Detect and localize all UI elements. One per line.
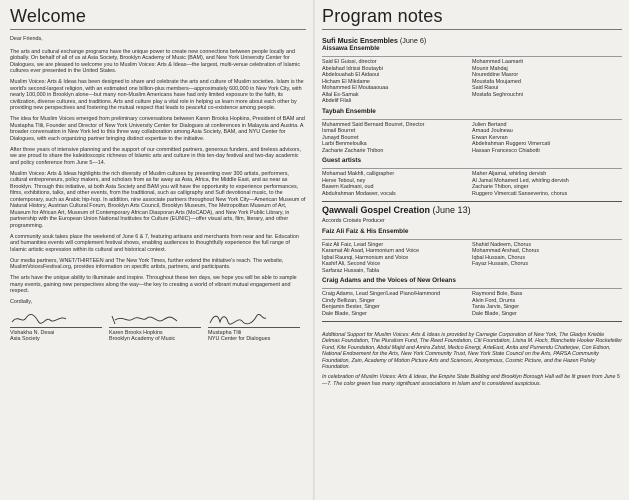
sub-rule [322,239,622,240]
member-name: Cindy Bellizan, Singer [322,297,375,304]
member-name: Abdelif Filali [322,98,352,104]
member-name: Erwan Kervran [472,134,508,141]
member-name: Iqbal Hussain, Chorus [472,254,526,261]
craig-adams-members [322,291,622,317]
signatures [10,312,300,343]
member-name: Ismail Bourret [322,128,356,134]
member-name: Muhammed Said Bernard Bourret, Director [322,121,425,128]
section-divider [322,201,622,202]
member-name: Al Jamal Mohamed Led, whirling dervish [472,177,569,184]
member-name: Shahid Nadeem, Chorus [472,241,532,248]
names-column [322,242,472,275]
qawwali-section-title [322,205,622,216]
sub-rule [322,119,622,120]
paragraph: A community souk takes place the weekend of June 6 & 7, featuring artisans and merchants from near and far. Education and humanities events will complement festival shows, enabling audiences to thoughtfully experience the full range of Islamic artistic expression within its cultural and historical context. [10,233,299,253]
sufi-title: Sufi Music Ensembles [322,36,398,45]
qawwali-date: (June 13) [432,205,471,215]
member-name: Abdelouahab El Aidaoui [322,72,380,78]
paragraph: The arts and cultural exchange programs have the unique power to create new connections between people locally and globally. On behalf of all of us at Asia Society, Brooklyn Academy of Music (BAM), and New York University Center for Dialogues, we are pleased to welcome you to Muslim Voices: Arts & Ideas—the largest, multi-venue celebration of Islamic cultures ever presented in the United States. [10,48,301,74]
member-name: Abelahad Idrissi Boutaybi [322,65,383,72]
member-name: Karamat Ali Asad, Harmonium and Voice [322,248,420,254]
sub-rule [322,288,622,289]
member-name: Mohammad Arshad, Chorus [472,248,540,254]
faiz-title: Faiz Ali Faiz & His Ensemble [322,227,409,235]
section-divider [322,321,622,322]
member-name: Larbi Benmeloulka [322,141,367,147]
signatory-org: Brooklyn Academy of Music [109,336,176,342]
signatory-name: Vishakha N. Desai [10,329,55,336]
signatory-name: Mustapha Tlili [208,329,242,336]
member-name: Mohammed El Moutaaouaa [322,85,389,91]
qawwali-title: Qawwali Gospel Creation [322,205,431,215]
member-name: Sarfaraz Hussain, Tabla [322,267,380,274]
member-name: Alvin Ford, Drums [472,297,516,304]
signatory-org: Asia Society [10,336,40,342]
signature-block [208,312,300,343]
names-column [322,122,472,155]
signature-image [109,312,201,328]
member-name: Hicham El Mikdame [322,78,370,85]
aissawa-title: Aissawa Ensemble [322,45,380,52]
member-name: Mostafa Seghrouchni [472,91,523,98]
producer-line: Accords Croisés Producer [322,218,385,224]
member-name: Noureddine Masror [472,72,519,78]
member-name: Benjamin Bester, Singer [322,304,380,310]
page-fold [313,0,315,500]
heading-rule [322,29,622,30]
taybah-title: Taybah Ensemble [322,107,376,115]
signatory-org: NYU Center for Dialogues [208,336,271,342]
signature-block [109,312,201,343]
names-column [322,59,472,105]
paragraph: The arts have the unique ability to illuminate and inspire. Throughout these ten days, we hope you will be able to sample many events, gaining new perspectives along the way—the key to creating a world of vibrant mutual engagement and respect. [10,275,297,294]
member-name: Dale Blade, Singer [472,310,517,317]
guest-artists [322,171,622,197]
member-name: Raymond Bole, Bass [472,291,523,297]
member-name: Basem Kadmani, oud [322,184,374,190]
signature-image [10,312,102,328]
craig-adams-title: Craig Adams and the Voices of New Orleans [322,277,456,284]
faiz-members [322,242,622,275]
taybah-members [322,122,622,155]
member-name: Zacharie Thibon, singer [472,184,529,190]
member-name: Mohammed Laamarti [472,59,523,65]
member-name: Herve Teboul, ney [322,177,366,184]
names-column [472,291,622,317]
names-column [322,171,472,197]
names-column [472,242,622,275]
member-name: Ruggero Vimercati Sanseverino, chorus [472,190,568,197]
member-name: Said Raoui [472,85,499,91]
signature-image [208,312,300,328]
names-column [472,122,622,155]
member-name: Abdulrahman Modawer, vocals [322,190,396,197]
paragraph: Muslim Voices: Arts & Ideas has been designed to share and celebrate the arts and culture of Muslim societies. Islam is the world's second-largest religion, with an estimated one billion-plus members—approximately 600,000 in New York City, with nearly 100,000 in Brooklyn alone—but many non-Muslim Americans have had only limited exposure to the faith, its civilization, diverse cultures, and traditions. Arts and culture play a vital role in helping us learn more about each other by providing new perspectives and fostering the mutual respect that leads to peaceful co-existence among people. [10,79,304,111]
member-name: Faiz Ali Faiz, Lead Singer [322,241,384,248]
sub-rule [322,56,622,57]
celebration-note: In celebration of Muslim Voices: Arts & Ideas, the Empire State Building and Brooklyn Borough Hall will be lit green from June 5—7. The color green has many significant associations in Islam and is considered auspicious. [322,374,620,387]
signature-block [10,312,102,343]
member-name: Abdelrahman Ruggero Vimercati [472,141,551,147]
member-name: Kashif Ali, Second Voice [322,261,381,267]
closing: Cordially, [10,299,33,305]
aissawa-members [322,59,622,105]
member-name: Fayaz Hussain, Chorus [472,261,529,267]
member-name: Zacharie Zacharie Thibon [322,147,384,154]
member-name: Said El Guissi, director [322,59,377,65]
program-notes-page [322,6,622,387]
paragraph: Our media partners, WNET/THIRTEEN and The New York Times, further extend the initiative's reach. The website, MuslimVoicesFestival.org, provides information on specific artists, partners, and participants. [10,257,284,270]
names-column [322,291,472,317]
paragraph: After three years of intensive planning and the support of our committed partners, generous funders, and tireless advisors, we are proud to share the kaleidoscopic richness of Islamic arts and culture in this ten-day festival and two-day academic and policy conference from June 5—14. [10,146,301,166]
heading-rule [10,29,306,30]
guest-artists-title: Guest artists [322,157,362,164]
member-name: Dale Blade, Singer [322,310,367,317]
sufi-date: (June 6) [399,36,427,45]
member-name: Junayd Bourret [322,134,359,141]
member-name: Julien Bertand [472,121,507,128]
additional-support-note: Additional Support for Muslim Voices: Arts & Ideas is provided by Carnegie Corporation of New York, The Gladys Krieble Delmas Foundation, The Pluralism Fund, The Reed Foundation, Citi Foundation, Lisina M. Hoch, Blanchette Hooker Rockefeller Fund, Kite Foundation, Abdul Majid and Amira Zahid, Medco Energi, ArteEast, Anita and Purnendu Chatterjee, Con Edison, National Endowment for the Arts, New York Community Trust, New York State Council on the Arts, PARSA Community Foundation, Zain, Academy of Motion Picture Arts and Sciences, Anonymous, Cosmic Picture, and the Hazen Polsky Foundation. [322,332,623,371]
member-name: Maher Aljamal, whirling dervish [472,171,547,177]
member-name: Moustafa Moujamed [472,78,521,85]
paragraph: The idea for Muslim Voices emerged from preliminary conversations between Karen Brooks Hopkins, President of BAM and Mustapha Tlili, Founder and Director of New York University Center for Dialogues at conferences in Malaysia and Austria. A broader conversation in New York led to this three way collaboration among Asia Society, BAM, and NYU Center for Dialogues, with each organizing partner bringing distinct expertise to the initiative. [10,116,305,142]
member-name: Iqbal Raunqi, Harmonium and Voice [322,254,409,261]
names-column [472,171,622,197]
sufi-section-title [322,36,622,45]
member-name: Allal Es-Samak [322,91,359,98]
member-name: Mohamad Makhfi, calligrapher [322,171,395,177]
salutation: Dear Friends, [10,36,43,42]
welcome-page [10,6,306,343]
paragraph: Muslim Voices: Arts & Ideas highlights the rich diversity of Muslim cultures by presenting over 300 artists, performers, cultural entrepreneurs, policy makers, and scholars from as far away as Asia, Africa, the Middle East, and as near as Brooklyn. Through this initiative, at both Asia Society and BAM you will have the opportunity to experience performances, films, exhibitions, talks, and other events, from the traditional, such as calligraphy and Sufi devotional music, to the contemporary, such as Arabic hip-hop. In addition, nine associate partners throughout New York City—American Museum of Natural History, Austrian Cultural Forum, Brooklyn Arts Council, Brooklyn Museum, The Metropolitan Museum of Art, Museum for African Art, Museum of Contemporary African Diasporan Arts (MoCADA), and New York Public Library, in partnership with the European Union National Institutes for Culture (EUNIC)—offer visual arts, film, literary, and other programming. [10,170,306,229]
signatory-name: Karen Brooks Hopkins [109,329,163,336]
member-name: Hassan Francesco Chiabotti [472,147,540,154]
member-name: Mounir Mahdaj [472,65,508,72]
member-name: Craig Adams, Lead Singer/Lead Piano/Hammond [322,291,441,297]
sub-rule [322,168,622,169]
names-column [472,59,622,105]
member-name: Tania Jarvis, Singer [472,304,520,310]
member-name: Arnaud Joulneau [472,128,513,134]
program-notes-heading: Program notes [322,6,443,26]
welcome-heading: Welcome [10,6,87,26]
